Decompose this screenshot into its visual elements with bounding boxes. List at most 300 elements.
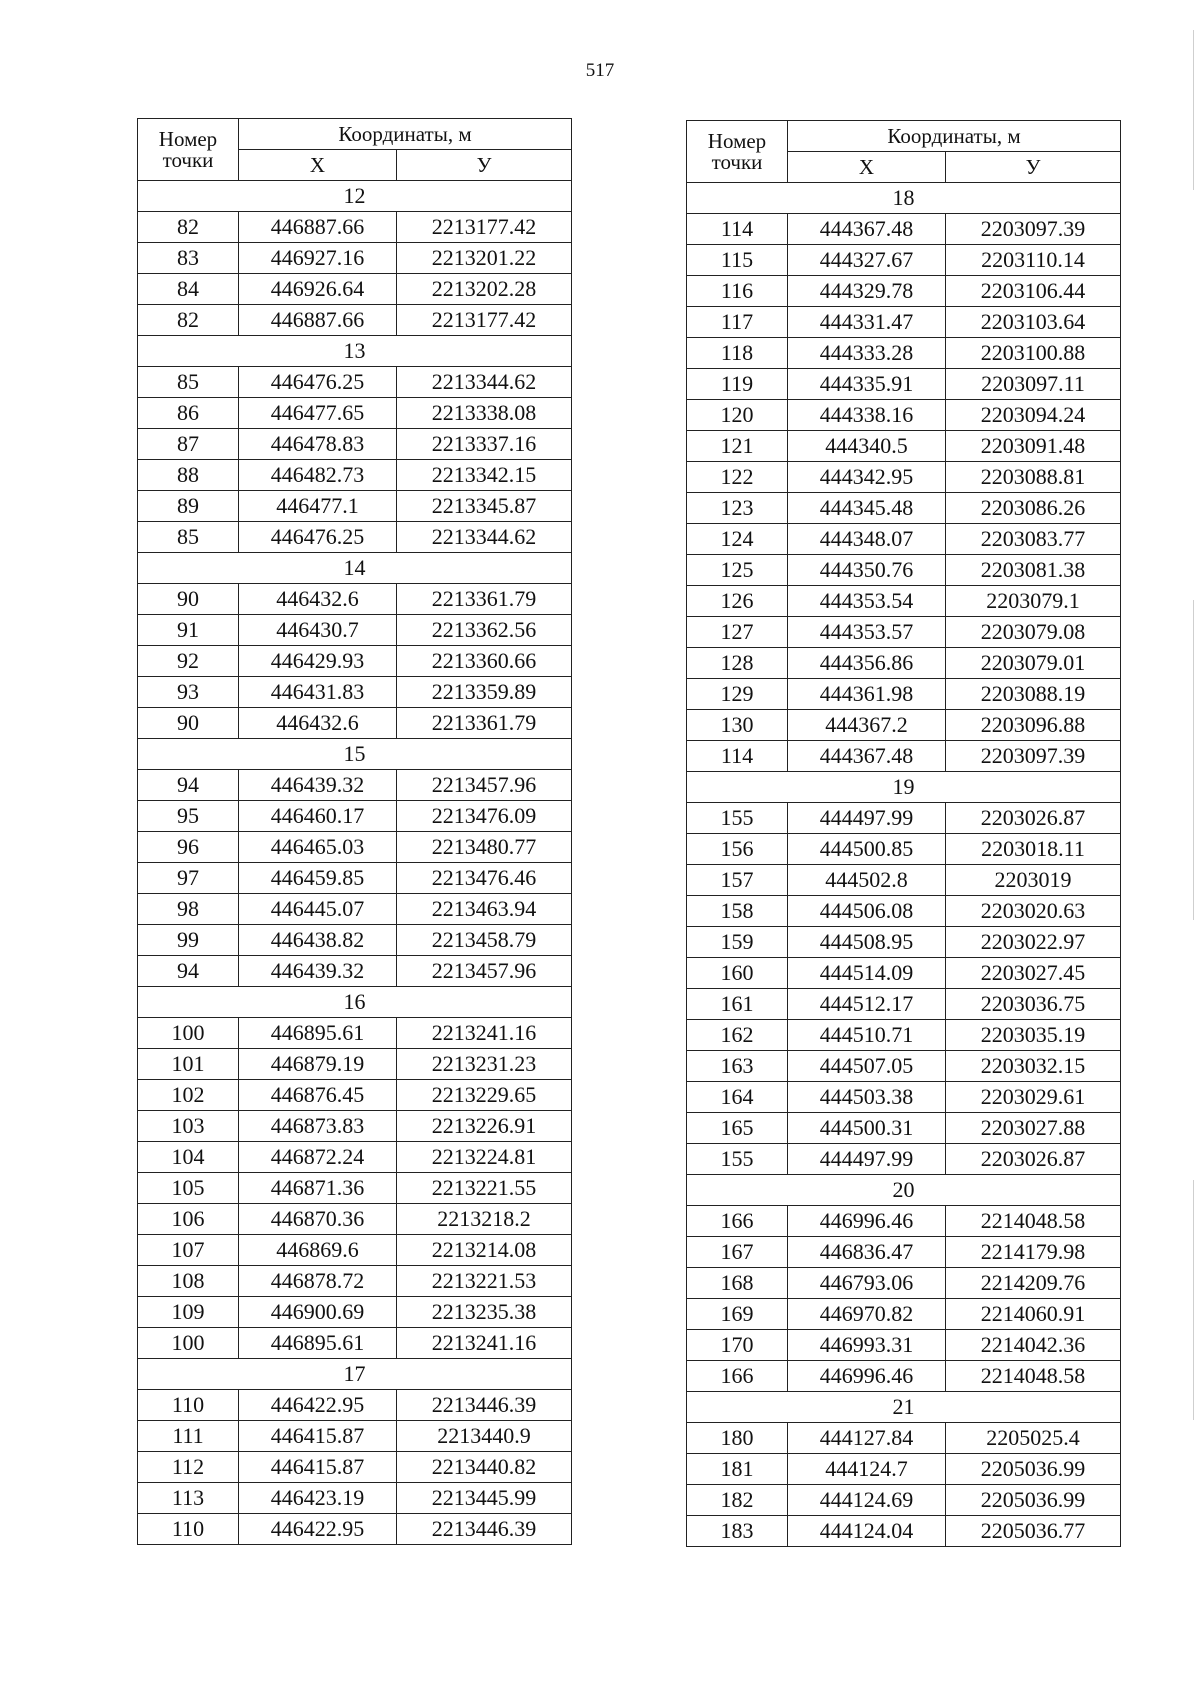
y-coordinate-cell: 2213337.16 [397, 429, 572, 460]
y-coordinate-cell: 2203081.38 [946, 555, 1121, 586]
table-row [687, 1020, 1121, 1051]
point-number-cell: 95 [138, 801, 239, 832]
y-coordinate-cell: 2213361.79 [397, 584, 572, 615]
x-coordinate-cell: 446415.87 [239, 1452, 397, 1483]
point-number-cell: 92 [138, 646, 239, 677]
table-row [138, 398, 572, 429]
point-number-cell: 156 [687, 834, 788, 865]
point-number-cell: 168 [687, 1268, 788, 1299]
y-coordinate-cell: 2213241.16 [397, 1328, 572, 1359]
point-number-cell: 167 [687, 1237, 788, 1268]
y-coordinate-cell: 2213224.81 [397, 1142, 572, 1173]
y-coordinate-cell: 2205036.99 [946, 1485, 1121, 1516]
point-number-cell: 94 [138, 956, 239, 987]
x-coordinate-cell: 446423.19 [239, 1483, 397, 1514]
group-row [138, 181, 572, 212]
point-number-cell: 82 [138, 212, 239, 243]
x-coordinate-cell: 444124.7 [788, 1454, 946, 1485]
table-row [138, 677, 572, 708]
point-number-cell: 86 [138, 398, 239, 429]
x-coordinate-cell: 446430.7 [239, 615, 397, 646]
table-row [687, 1423, 1121, 1454]
point-number-header [687, 121, 788, 183]
x-coordinate-cell: 444338.16 [788, 400, 946, 431]
x-coordinate-cell: 444500.31 [788, 1113, 946, 1144]
header-row [138, 119, 572, 150]
table-row [687, 927, 1121, 958]
y-coordinate-cell: 2213342.15 [397, 460, 572, 491]
point-header-line2: точки [162, 147, 214, 172]
point-number-cell: 121 [687, 431, 788, 462]
x-coordinate-cell: 446476.25 [239, 522, 397, 553]
y-coordinate-cell: 2213457.96 [397, 770, 572, 801]
table-row [138, 708, 572, 739]
table-row [687, 710, 1121, 741]
table-body [138, 119, 572, 1545]
y-coordinate-cell: 2213221.53 [397, 1266, 572, 1297]
x-coordinate-cell: 446429.93 [239, 646, 397, 677]
y-coordinate-cell: 2213231.23 [397, 1049, 572, 1080]
scan-edge-line [1193, 600, 1194, 920]
table-row [138, 1018, 572, 1049]
group-row [687, 1392, 1121, 1423]
point-number-cell: 90 [138, 708, 239, 739]
point-number-cell: 157 [687, 865, 788, 896]
x-coordinate-cell: 446465.03 [239, 832, 397, 863]
y-coordinate-cell: 2213226.91 [397, 1111, 572, 1142]
table-row [687, 369, 1121, 400]
y-coordinate-cell: 2203079.01 [946, 648, 1121, 679]
y-coordinate-cell: 2203035.19 [946, 1020, 1121, 1051]
point-number-cell: 85 [138, 367, 239, 398]
y-coordinate-cell: 2213177.42 [397, 212, 572, 243]
y-coordinate-cell: 2203079.08 [946, 617, 1121, 648]
point-number-cell: 97 [138, 863, 239, 894]
point-header-line2: точки [711, 149, 763, 174]
table-body [687, 121, 1121, 1547]
table-row [138, 1235, 572, 1266]
point-header-line1: Номер [707, 128, 767, 153]
table-row [687, 679, 1121, 710]
point-number-cell: 155 [687, 803, 788, 834]
table-row [138, 646, 572, 677]
x-coordinate-cell: 444350.76 [788, 555, 946, 586]
point-number-cell: 110 [138, 1514, 239, 1545]
x-coordinate-cell: 444124.04 [788, 1516, 946, 1547]
x-coordinate-cell: 444500.85 [788, 834, 946, 865]
y-coordinate-cell: 2213344.62 [397, 522, 572, 553]
y-coordinate-cell: 2214048.58 [946, 1206, 1121, 1237]
x-coordinate-cell: 446415.87 [239, 1421, 397, 1452]
x-coordinate-cell: 444506.08 [788, 896, 946, 927]
x-coordinate-cell: 444503.38 [788, 1082, 946, 1113]
table-row [138, 429, 572, 460]
point-number-cell: 114 [687, 741, 788, 772]
table-row [138, 1514, 572, 1545]
x-coordinate-cell: 444497.99 [788, 803, 946, 834]
point-number-cell: 114 [687, 214, 788, 245]
point-number-cell: 90 [138, 584, 239, 615]
x-coordinate-cell: 446432.6 [239, 584, 397, 615]
y-coordinate-cell: 2203097.39 [946, 214, 1121, 245]
y-coordinate-cell: 2213202.28 [397, 274, 572, 305]
x-coordinate-cell: 446876.45 [239, 1080, 397, 1111]
point-number-cell: 183 [687, 1516, 788, 1547]
table-row [687, 555, 1121, 586]
group-row [138, 1359, 572, 1390]
table-row [687, 1361, 1121, 1392]
table-row [138, 1297, 572, 1328]
point-number-cell: 110 [138, 1390, 239, 1421]
table-row [687, 1082, 1121, 1113]
table-row [138, 925, 572, 956]
table-row [687, 1454, 1121, 1485]
x-coordinate-cell: 446459.85 [239, 863, 397, 894]
x-coordinate-cell: 444333.28 [788, 338, 946, 369]
x-coordinate-cell: 446895.61 [239, 1018, 397, 1049]
x-coordinate-cell: 446422.95 [239, 1514, 397, 1545]
group-row [138, 336, 572, 367]
x-coordinate-cell: 444127.84 [788, 1423, 946, 1454]
table-row [687, 214, 1121, 245]
point-number-cell: 98 [138, 894, 239, 925]
coordinates-header: Координаты, м [239, 119, 572, 150]
group-label: 13 [138, 336, 572, 367]
page-number: 517 [585, 60, 615, 81]
group-row [687, 1175, 1121, 1206]
point-number-cell: 126 [687, 586, 788, 617]
x-coordinate-cell: 446836.47 [788, 1237, 946, 1268]
point-number-cell: 107 [138, 1235, 239, 1266]
group-label: 21 [687, 1392, 1121, 1423]
table-row [687, 307, 1121, 338]
x-coordinate-cell: 446970.82 [788, 1299, 946, 1330]
y-coordinate-cell: 2213457.96 [397, 956, 572, 987]
point-number-cell: 112 [138, 1452, 239, 1483]
y-coordinate-cell: 2214042.36 [946, 1330, 1121, 1361]
x-coordinate-cell: 446477.65 [239, 398, 397, 429]
group-label: 20 [687, 1175, 1121, 1206]
table-row [687, 834, 1121, 865]
x-coordinate-cell: 446873.83 [239, 1111, 397, 1142]
y-coordinate-cell: 2203026.87 [946, 803, 1121, 834]
group-row [138, 987, 572, 1018]
y-coordinate-cell: 2213218.2 [397, 1204, 572, 1235]
x-coordinate-cell: 446460.17 [239, 801, 397, 832]
y-coordinate-cell: 2203026.87 [946, 1144, 1121, 1175]
table-row [138, 243, 572, 274]
point-number-cell: 106 [138, 1204, 239, 1235]
point-number-cell: 127 [687, 617, 788, 648]
point-number-cell: 165 [687, 1113, 788, 1144]
point-number-cell: 120 [687, 400, 788, 431]
y-coordinate-cell: 2213235.38 [397, 1297, 572, 1328]
y-coordinate-cell: 2213362.56 [397, 615, 572, 646]
table-row [687, 1237, 1121, 1268]
y-coordinate-cell: 2213480.77 [397, 832, 572, 863]
point-number-cell: 130 [687, 710, 788, 741]
coordinates-table-right [686, 120, 1121, 1547]
table-row [687, 1051, 1121, 1082]
x-coordinate-cell: 446871.36 [239, 1173, 397, 1204]
x-coordinate-cell: 446477.1 [239, 491, 397, 522]
point-number-cell: 89 [138, 491, 239, 522]
point-number-cell: 118 [687, 338, 788, 369]
table-row [687, 276, 1121, 307]
point-number-cell: 105 [138, 1173, 239, 1204]
y-coordinate-cell: 2203079.1 [946, 586, 1121, 617]
table-row [138, 522, 572, 553]
table-row [687, 586, 1121, 617]
x-coordinate-cell: 444502.8 [788, 865, 946, 896]
point-number-cell: 162 [687, 1020, 788, 1051]
point-number-cell: 160 [687, 958, 788, 989]
point-number-header [138, 119, 239, 181]
point-number-cell: 169 [687, 1299, 788, 1330]
y-coordinate-cell: 2213446.39 [397, 1514, 572, 1545]
point-number-cell: 109 [138, 1297, 239, 1328]
x-coordinate-cell: 446870.36 [239, 1204, 397, 1235]
y-coordinate-cell: 2203083.77 [946, 524, 1121, 555]
table-row [138, 801, 572, 832]
table-row [687, 1330, 1121, 1361]
x-coordinate-cell: 444331.47 [788, 307, 946, 338]
x-coordinate-cell: 446895.61 [239, 1328, 397, 1359]
y-coordinate-cell: 2203100.88 [946, 338, 1121, 369]
x-coordinate-cell: 446996.46 [788, 1361, 946, 1392]
table-row [687, 989, 1121, 1020]
table-row [687, 524, 1121, 555]
table-row [687, 1485, 1121, 1516]
x-coordinate-cell: 446872.24 [239, 1142, 397, 1173]
y-coordinate-cell: 2203103.64 [946, 307, 1121, 338]
table-row [687, 803, 1121, 834]
y-coordinate-cell: 2214048.58 [946, 1361, 1121, 1392]
table-row [138, 615, 572, 646]
group-label: 14 [138, 553, 572, 584]
point-number-cell: 99 [138, 925, 239, 956]
x-coordinate-cell: 444507.05 [788, 1051, 946, 1082]
y-coordinate-cell: 2205036.77 [946, 1516, 1121, 1547]
point-number-cell: 155 [687, 1144, 788, 1175]
y-coordinate-cell: 2205025.4 [946, 1423, 1121, 1454]
y-coordinate-cell: 2213360.66 [397, 646, 572, 677]
table-row [138, 584, 572, 615]
point-number-cell: 166 [687, 1361, 788, 1392]
y-coordinate-cell: 2214179.98 [946, 1237, 1121, 1268]
x-coordinate-cell: 444367.2 [788, 710, 946, 741]
point-number-cell: 182 [687, 1485, 788, 1516]
x-coordinate-cell: 444348.07 [788, 524, 946, 555]
table-row [687, 1206, 1121, 1237]
x-coordinate-cell: 446900.69 [239, 1297, 397, 1328]
point-number-cell: 100 [138, 1328, 239, 1359]
y-coordinate-cell: 2203027.88 [946, 1113, 1121, 1144]
table-row [138, 1483, 572, 1514]
point-number-cell: 180 [687, 1423, 788, 1454]
y-coordinate-cell: 2213458.79 [397, 925, 572, 956]
y-column-header: У [397, 150, 572, 181]
table-row [138, 1111, 572, 1142]
x-coordinate-cell: 444345.48 [788, 493, 946, 524]
point-number-cell: 85 [138, 522, 239, 553]
x-coordinate-cell: 446996.46 [788, 1206, 946, 1237]
group-label: 15 [138, 739, 572, 770]
table-row [138, 1142, 572, 1173]
y-coordinate-cell: 2213345.87 [397, 491, 572, 522]
x-coordinate-cell: 446431.83 [239, 677, 397, 708]
table-row [687, 1144, 1121, 1175]
x-coordinate-cell: 446927.16 [239, 243, 397, 274]
point-header-line1: Номер [158, 126, 218, 151]
group-label: 19 [687, 772, 1121, 803]
y-coordinate-cell: 2203029.61 [946, 1082, 1121, 1113]
x-coordinate-cell: 444340.5 [788, 431, 946, 462]
point-number-cell: 111 [138, 1421, 239, 1452]
x-coordinate-cell: 446439.32 [239, 770, 397, 801]
point-number-cell: 117 [687, 307, 788, 338]
point-number-cell: 93 [138, 677, 239, 708]
point-number-cell: 91 [138, 615, 239, 646]
x-coordinate-cell: 444361.98 [788, 679, 946, 710]
y-coordinate-cell: 2213241.16 [397, 1018, 572, 1049]
table-row [138, 894, 572, 925]
table-row [687, 1268, 1121, 1299]
y-coordinate-cell: 2203096.88 [946, 710, 1121, 741]
y-coordinate-cell: 2203027.45 [946, 958, 1121, 989]
table-row [138, 770, 572, 801]
y-coordinate-cell: 2213476.09 [397, 801, 572, 832]
y-coordinate-cell: 2213201.22 [397, 243, 572, 274]
table-row [138, 1173, 572, 1204]
y-coordinate-cell: 2203091.48 [946, 431, 1121, 462]
table-row [687, 338, 1121, 369]
group-label: 18 [687, 183, 1121, 214]
x-coordinate-cell: 446476.25 [239, 367, 397, 398]
group-label: 17 [138, 1359, 572, 1390]
y-coordinate-cell: 2203097.39 [946, 741, 1121, 772]
y-coordinate-cell: 2213463.94 [397, 894, 572, 925]
x-coordinate-cell: 446869.6 [239, 1235, 397, 1266]
y-coordinate-cell: 2213446.39 [397, 1390, 572, 1421]
x-coordinate-cell: 444327.67 [788, 245, 946, 276]
point-number-cell: 82 [138, 305, 239, 336]
group-row [138, 553, 572, 584]
x-coordinate-cell: 446478.83 [239, 429, 397, 460]
table-row [138, 1328, 572, 1359]
x-coordinate-cell: 446439.32 [239, 956, 397, 987]
point-number-cell: 158 [687, 896, 788, 927]
table-row [687, 493, 1121, 524]
y-coordinate-cell: 2203020.63 [946, 896, 1121, 927]
point-number-cell: 159 [687, 927, 788, 958]
y-coordinate-cell: 2214209.76 [946, 1268, 1121, 1299]
y-coordinate-cell: 2213445.99 [397, 1483, 572, 1514]
y-coordinate-cell: 2213221.55 [397, 1173, 572, 1204]
table-row [687, 896, 1121, 927]
table-row [138, 305, 572, 336]
y-coordinate-cell: 2213440.82 [397, 1452, 572, 1483]
x-coordinate-cell: 446878.72 [239, 1266, 397, 1297]
x-column-header: X [239, 150, 397, 181]
x-coordinate-cell: 446482.73 [239, 460, 397, 491]
group-label: 12 [138, 181, 572, 212]
point-number-cell: 124 [687, 524, 788, 555]
y-coordinate-cell: 2214060.91 [946, 1299, 1121, 1330]
x-coordinate-cell: 444356.86 [788, 648, 946, 679]
table-row [138, 460, 572, 491]
point-number-cell: 163 [687, 1051, 788, 1082]
x-coordinate-cell: 444510.71 [788, 1020, 946, 1051]
table-row [138, 956, 572, 987]
point-number-cell: 102 [138, 1080, 239, 1111]
x-coordinate-cell: 444514.09 [788, 958, 946, 989]
point-number-cell: 166 [687, 1206, 788, 1237]
table-row [687, 741, 1121, 772]
point-number-cell: 129 [687, 679, 788, 710]
x-coordinate-cell: 444353.57 [788, 617, 946, 648]
x-coordinate-cell: 446438.82 [239, 925, 397, 956]
y-coordinate-cell: 2213229.65 [397, 1080, 572, 1111]
group-row [687, 183, 1121, 214]
table-row [687, 648, 1121, 679]
coordinates-table-left [137, 118, 572, 1545]
table-row [138, 863, 572, 894]
point-number-cell: 170 [687, 1330, 788, 1361]
y-coordinate-cell: 2205036.99 [946, 1454, 1121, 1485]
table-row [138, 1452, 572, 1483]
x-coordinate-cell: 444367.48 [788, 741, 946, 772]
y-coordinate-cell: 2213338.08 [397, 398, 572, 429]
y-coordinate-cell: 2203019 [946, 865, 1121, 896]
y-coordinate-cell: 2203097.11 [946, 369, 1121, 400]
table-row [138, 1266, 572, 1297]
point-number-cell: 116 [687, 276, 788, 307]
table-row [687, 1113, 1121, 1144]
x-coordinate-cell: 444335.91 [788, 369, 946, 400]
table-row [687, 400, 1121, 431]
table-row [687, 958, 1121, 989]
y-coordinate-cell: 2203018.11 [946, 834, 1121, 865]
point-number-cell: 96 [138, 832, 239, 863]
x-coordinate-cell: 444512.17 [788, 989, 946, 1020]
x-coordinate-cell: 446793.06 [788, 1268, 946, 1299]
x-coordinate-cell: 444497.99 [788, 1144, 946, 1175]
coordinates-header: Координаты, м [788, 121, 1121, 152]
y-coordinate-cell: 2213476.46 [397, 863, 572, 894]
y-column-header: У [946, 152, 1121, 183]
point-number-cell: 103 [138, 1111, 239, 1142]
table-row [138, 491, 572, 522]
point-number-cell: 123 [687, 493, 788, 524]
table-row [138, 832, 572, 863]
point-number-cell: 115 [687, 245, 788, 276]
y-coordinate-cell: 2213361.79 [397, 708, 572, 739]
scan-edge-line [1193, 1180, 1194, 1420]
y-coordinate-cell: 2203094.24 [946, 400, 1121, 431]
point-number-cell: 122 [687, 462, 788, 493]
y-coordinate-cell: 2213440.9 [397, 1421, 572, 1452]
point-number-cell: 119 [687, 369, 788, 400]
table-row [138, 1080, 572, 1111]
y-coordinate-cell: 2203110.14 [946, 245, 1121, 276]
x-coordinate-cell: 444353.54 [788, 586, 946, 617]
table-row [687, 865, 1121, 896]
x-coordinate-cell: 446445.07 [239, 894, 397, 925]
point-number-cell: 101 [138, 1049, 239, 1080]
y-coordinate-cell: 2203022.97 [946, 927, 1121, 958]
y-coordinate-cell: 2213359.89 [397, 677, 572, 708]
